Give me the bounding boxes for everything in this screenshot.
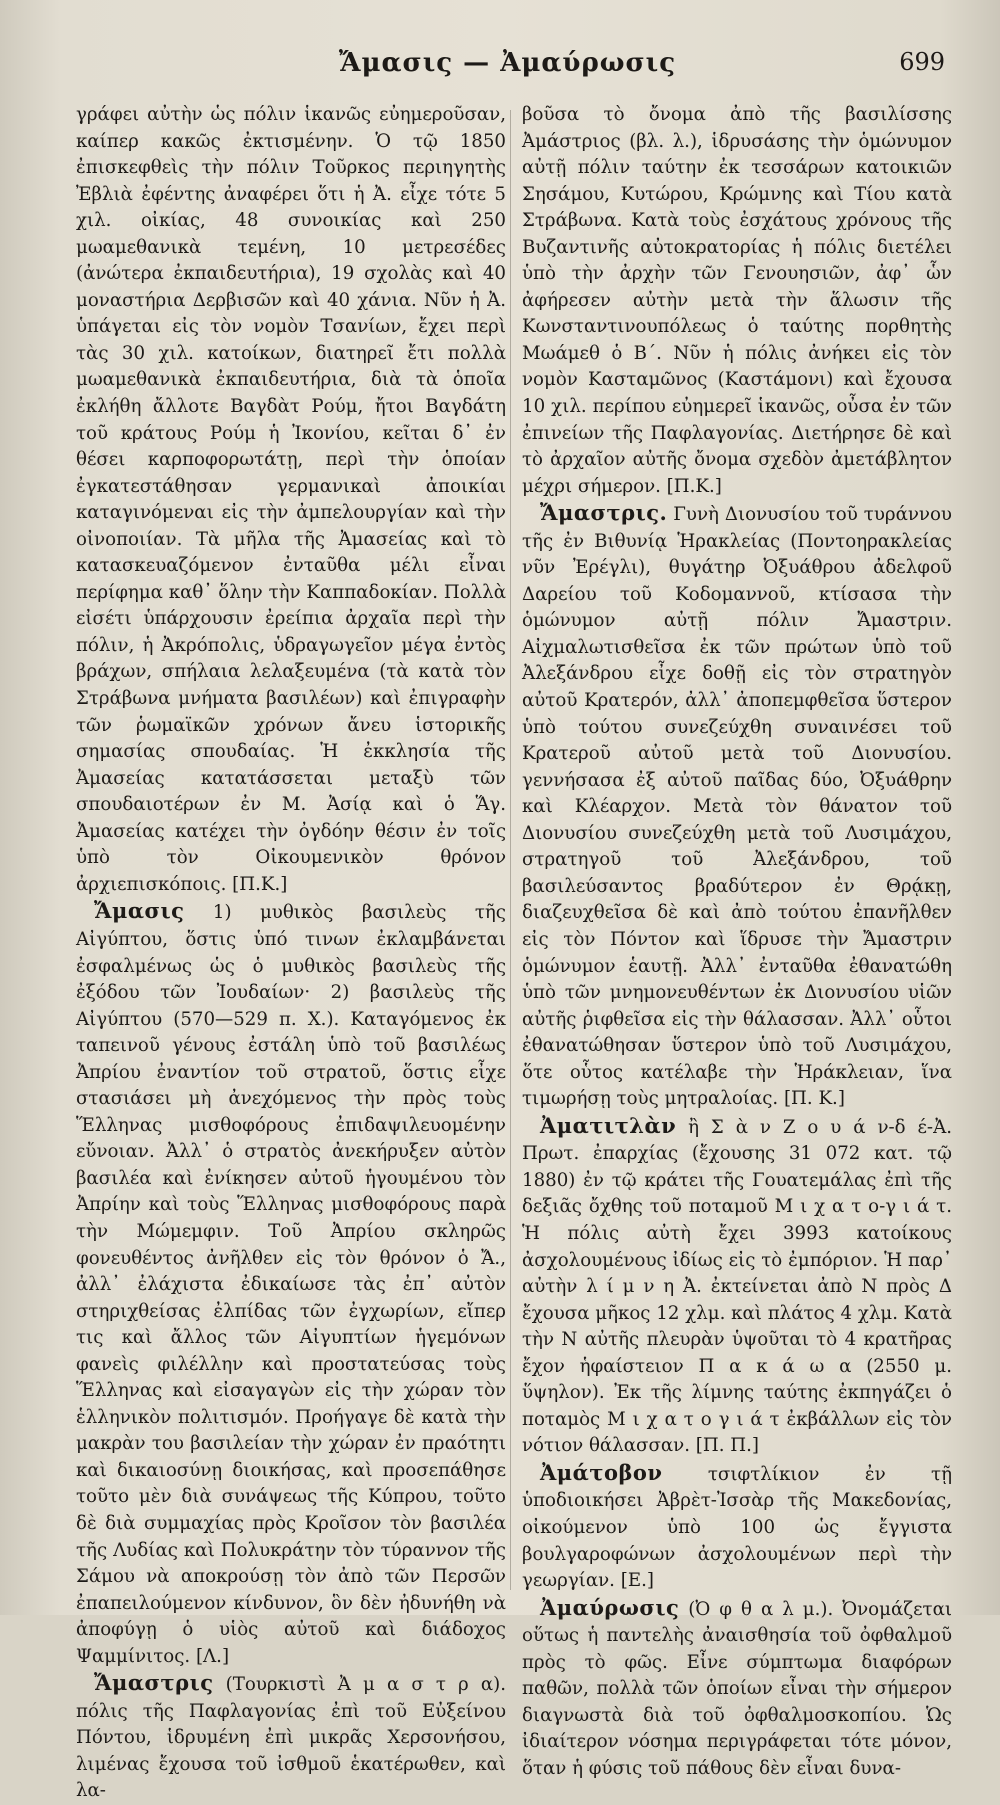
column-divider xyxy=(510,110,511,1590)
entry-amastris-queen xyxy=(522,500,952,1113)
running-head: Ἄμασις — Ἀμαύρωσις xyxy=(338,48,677,78)
entry-text: τσιφτλίκιον ἐν τῇ ὑποδιοικήσει Ἀβρὲτ-Ἰσσὰρ τῆς Μακεδονίας, οἰκούμενον ὑπὸ 100 ὡς ἔγγιστα βουλγαροφώνων ἀσχολουμένων περὶ τὴν γεωργίαν. [Ε.] xyxy=(522,1463,952,1592)
entry-amaurosis xyxy=(522,1595,952,1783)
entry-amasia-continuation: γράφει αὐτὴν ὡς πόλιν ἱκανῶς εὐημεροῦσαν, καίπερ κακῶς ἐκτισμένην. Ὁ τῷ 1850 ἐπισκεφθεὶς τὴν πόλιν Τοῦρκος περιηγητὴς Ἐβλιὰ ἐφέντης ἀναφέρει ὅτι ἡ Ἀ. εἶχε τότε 5 χιλ. οἰκίας, 48 συνοικίας καὶ 250 μωαμεθανικὰ τεμένη, 10 μετρεσέδες (ἀνώτερα ἐκπαιδευτήρια), 19 σχολὰς καὶ 40 μοναστήρια Δερβισῶν καὶ 40 χάνια. Νῦν ἡ Ἀ. ὑπάγεται εἰς τὸν νομὸν Τσανίων, ἔχει περὶ τὰς 30 χιλ. κατοίκων, διατηρεῖ ἔτι πολλὰ μωαμεθανικὰ ἐκπαιδευτήρια, διὰ τὰ ὁποῖα ἐκλήθη ἄλλοτε Βαγδὰτ Ρούμ, ἤτοι Βαγδάτη τοῦ κράτους Ρούμ ἡ Ἰκονίου, κεῖται δ᾽ ἐν θέσει καρποφορωτάτῃ, περὶ τὴν ὁποίαν ἐγκατεστάθησαν γερμανικαὶ ἀποικίαι καταγινόμεναι εἰς τὴν ἀμπελουργίαν καὶ τὴν οἰνοποιίαν. Τὰ μῆλα τῆς Ἀμασείας καὶ τὸ κατασκευαζόμενον ἐνταῦθα μέλι εἶναι περίφημα καθ᾽ ὅλην τὴν Καππαδοκίαν. Πολλὰ εἰσέτι ὑπάρχουσιν ἐρείπια ἀρχαῖα περὶ τὴν πόλιν, ἡ Ἀκρόπολις, ὑδραγωγεῖον μέγα ἐντὸς βράχων, σπήλαια λελαξευμένα (τὰ κατὰ τὸν Στράβωνα μνήματα βασιλέων) καὶ ἐπιγραφὴν τῶν ῥωμαϊκῶν χρόνων ἄνευ ἱστορικῆς σημασίας σπουδαίας. Ἡ ἐκκλησία τῆς Ἀμασείας κατατάσσεται μεταξὺ τῶν σπουδαιοτέρων ἐν Μ. Ἀσίᾳ καὶ ὁ Ἅγ. Ἀμασείας κατέχει τὴν ὀγδόην θέσιν ἐν τοῖς ὑπὸ τὸν Οἰκουμενικὸν θρόνον ἀρχιεπισκόποις. [Π.Κ.] xyxy=(76,104,506,895)
headword: Ἀμαύρωσις xyxy=(540,1594,680,1620)
headword: Ἄμασις xyxy=(94,898,185,924)
entry-amatovon xyxy=(522,1460,952,1595)
headword: Ἀμάτοβον xyxy=(540,1459,663,1485)
left-column xyxy=(76,102,506,1805)
entry-text: (Ὀ φ θ α λ μ.). Ὀνομάζεται οὕτως ἡ παντελὴς ἀναισθησία τοῦ ὀφθαλμοῦ πρὸς τὸ φῶς. Εἶνε σύμπτωμα διαφόρων παθῶν, πολλὰ τῶν ὁποίων εἶναι τὴν σήμερον διαγνωστὰ διὰ τοῦ ὀφθαλμοσκοπίου. Ὡς ἰδιαίτερον νόσημα περιγράφεται τότε μόνον, ὅταν ἡ φύσις τοῦ πάθους δὲν εἶναι δυνα- xyxy=(522,1598,952,1779)
entry-amatitlan xyxy=(522,1113,952,1460)
headword: Ἄμαστρις xyxy=(94,1670,214,1696)
entry-text: ἢ Σ ὰ ν Ζ ο υ ά ν-δ έ-Ἀ. Πρωτ. ἐπαρχίας (ἔχουσης 31 072 κατ. τῷ 1880) ἐν τῷ κράτει τῆς Γουατεμάλας ἐπὶ τῆς δεξιᾶς ὄχθης τοῦ ποταμοῦ Μ ι χ α τ ο-γ ι ά τ. Ἡ πόλις αὐτὴ ἔχει 3993 κατοίκους ἀσχολουμένους ἰδίως εἰς τὸ ἐμπόριον. Ἡ παρ᾽ αὐτὴν λ ί μ ν η Ἀ. ἐκτείνεται ἀπὸ Ν πρὸς Δ ἔχουσα μῆκος 12 χλμ. καὶ πλάτος 4 χλμ. Κατὰ τὴν Ν αὐτῆς πλευρὰν ὑψοῦται τὸ 4 κρατῆρας ἔχον ἡφαίστειον Π α κ ά ω α (2550 μ. ὕψηλον). Ἐκ τῆς λίμνης ταύτης ἐκπηγάζει ὁ ποταμὸς Μ ι χ α τ ο γ ι ά τ ἐκβάλλων εἰς τὸν νότιον θάλασσαν. [Π. Π.] xyxy=(522,1116,952,1457)
entry-amasis xyxy=(76,898,506,1670)
page-header xyxy=(70,48,945,88)
entry-amastris-city xyxy=(76,1670,506,1805)
headword: Ἄμαστρις. xyxy=(540,500,668,526)
entry-amastris-city-continuation: βοῦσα τὸ ὄνομα ἀπὸ τῆς βασιλίσσης Ἀμάστριος (βλ. λ.), ἱδρυσάσης τὴν ὁμώνυμον αὐτῇ πόλιν ταύτην ἐκ τεσσάρων κατοικιῶν Σησάμου, Κυτώρου, Κρώμνης καὶ Τίου κατὰ Στράβωνα. Κατὰ τοὺς ἐσχάτους χρόνους τῆς Βυζαντινῆς αὐτοκρατορίας ἡ πόλις διετέλει ὑπὸ τὴν ἀρχὴν τῶν Γενουησιῶν, ἀφ᾽ ὧν ἀφήρεσεν αὐτὴν μετὰ τὴν ἅλωσιν τῆς Κωνσταντινουπόλεως ὁ ταύτης πορθητὴς Μωάμεθ ὁ Β΄. Νῦν ἡ πόλις ἀνήκει εἰς τὸν νομὸν Κασταμῶνος (Καστάμονι) καὶ ἔχουσα 10 χιλ. περίπου εὐημερεῖ ἱκανῶς, οὖσα ἐν τῶν ἐπινείων τῆς Παφλαγονίας. Διετήρησε δὲ καὶ τὸ ἀρχαῖον αὐτῆς ὄνομα σχεδὸν ἀμετάβλητον μέχρι σήμερον. [Π.Κ.] xyxy=(522,104,952,497)
entry-text: Γυνὴ Διονυσίου τοῦ τυράννου τῆς ἐν Βιθυνίᾳ Ἡρακλείας (Ποντοηρακλείας νῦν Ἐρέγλι), θυγάτηρ Ὀξυάθρου ἀδελφοῦ Δαρείου τοῦ Κοδομαννοῦ, κτίσασα τὴν ὁμώνυμον αὐτῇ πόλιν Ἄμαστριν. Αἰχμαλωτισθεῖσα ἐκ τῶν πρώτων ὑπὸ τοῦ Ἀλεξάνδρου εἶχε δοθῇ εἰς τὸν στρατηγὸν αὐτοῦ Κρατερόν, ἀλλ᾽ ἀποπεμφθεῖσα ὕστερον ὑπὸ τούτου συνεζεύχθη συναινέσει τοῦ Κρατεροῦ αὐτοῦ μετὰ τοῦ Διονυσίου. γεννήσασα ἐξ αὐτοῦ παῖδας δύο, Ὀξυάθρην καὶ Κλέαρχον. Μετὰ τὸν θάνατον τοῦ Διονυσίου συνεζεύχθη μετὰ τοῦ Λυσιμάχου, στρατηγοῦ τοῦ Ἀλεξάνδρου, τοῦ βασιλεύσαντος βραδύτερον ἐν Θρᾴκῃ, διαζευχθεῖσα δὲ καὶ ἀπὸ τούτου ἐπανῆλθεν εἰς τὸν Πόντον καὶ ἵδρυσε τὴν Ἄμαστριν ὁμώνυμον ἑαυτῇ. Ἀλλ᾽ ἐνταῦθα ἐθανατώθη ὑπὸ τῶν μνημονευθέντων ἐκ Διονυσίου υἱῶν αὐτῆς ῥιφθεῖσα εἰς τὴν θάλασσαν. Ἀλλ᾽ οὗτοι ἐθανατώθησαν ὕστερον ὑπὸ τοῦ Λυσιμάχου, ὅτε οὗτος κατέλαβε τὴν Ἡράκλειαν, ἵνα τιμωρήσῃ τοὺς μητραλοίας. [Π. Κ.] xyxy=(522,504,952,1110)
right-column xyxy=(522,102,952,1782)
entry-text: 1) μυθικὸς βασιλεὺς τῆς Αἰγύπτου, ὅστις ὑπό τινων ἐκλαμβάνεται ἐσφαλμένως ὡς ὁ μυθικὸς βασιλεὺς τῆς ἐξόδου τῶν Ἰουδαίων· 2) βασιλεὺς τῆς Αἰγύπτου (570—529 π. Χ.). Καταγόμενος ἐκ ταπεινοῦ γένους ἐστάλη ὑπὸ τοῦ βασιλέως Ἀπρίου ἐναντίον τοῦ στρατοῦ, ὅστις εἶχε στασιάσει μὴ ἀνεχόμενος τὴν πρὸς τοὺς Ἕλληνας μισθοφόρους ἐπιδαψιλευομένην εὔνοιαν. Ἀλλ᾽ ὁ στρατὸς ἀνεκήρυξεν αὐτὸν βασιλέα καὶ ἐνίκησεν αὐτοῦ ἡγουμένου τὸν Ἀπρίην καὶ τοὺς Ἕλληνας μισθοφόρους παρὰ τὴν Μώμεμφιν. Τοῦ Ἀπρίου σκληρῶς φονευθέντος ἀνῆλθεν εἰς τὸν θρόνον ὁ Ἄ., ἀλλ᾽ ἐλάχιστα ἐδικαίωσε τὰς ἐπ᾽ αὐτὸν στηριχθείσας ἐλπίδας τῶν ἐγχωρίων, εἴπερ τις καὶ ἄλλος τῶν Αἰγυπτίων ἡγεμόνων φανεὶς φιλέλλην καὶ προστατεύσας τοὺς Ἕλληνας καὶ εἰσαγαγὼν εἰς τὴν χώραν τὸν ἑλληνικὸν πολιτισμόν. Προήγαγε δὲ κατὰ τὴν μακρὰν του βασιλείαν τὴν χώραν ἐν πραότητι καὶ δικαιοσύνῃ διοικήσας, καὶ προσεπάθησε τοῦτο μὲν διὰ συνάψεως τῆς Κύπρου, τοῦτο δὲ διὰ συμμαχίας πρὸς Κροῖσον τὸν βασιλέα τῆς Λυδίας καὶ Πολυκράτην τὸν τύραννον τῆς Σάμου νὰ αποκρούσῃ τὸν ἀπὸ τῶν Περσῶν ἐπαπειλούμενον κίνδυνον, ὃν δὲν ἠδυνήθη νὰ ἀποφύγῃ ὁ υἱὸς αὐτοῦ καὶ διάδοχος Ψαμμίνιτος. [Λ.] xyxy=(76,902,506,1667)
headword: Ἀματιτλὰν xyxy=(540,1112,677,1138)
page-number: 699 xyxy=(899,48,945,76)
entry-text: (Τουρκιστὶ Ἀ μ α σ τ ρ α). πόλις τῆς Παφλαγονίας ἐπὶ τοῦ Εὐξείνου Πόντου, ἱδρυμένη ἐπὶ μικρᾶς Χερσονήσου, λιμένας ἔχουσα τοῦ ἰσθμοῦ ἑκατέρωθεν, καὶ λα- xyxy=(76,1674,506,1802)
